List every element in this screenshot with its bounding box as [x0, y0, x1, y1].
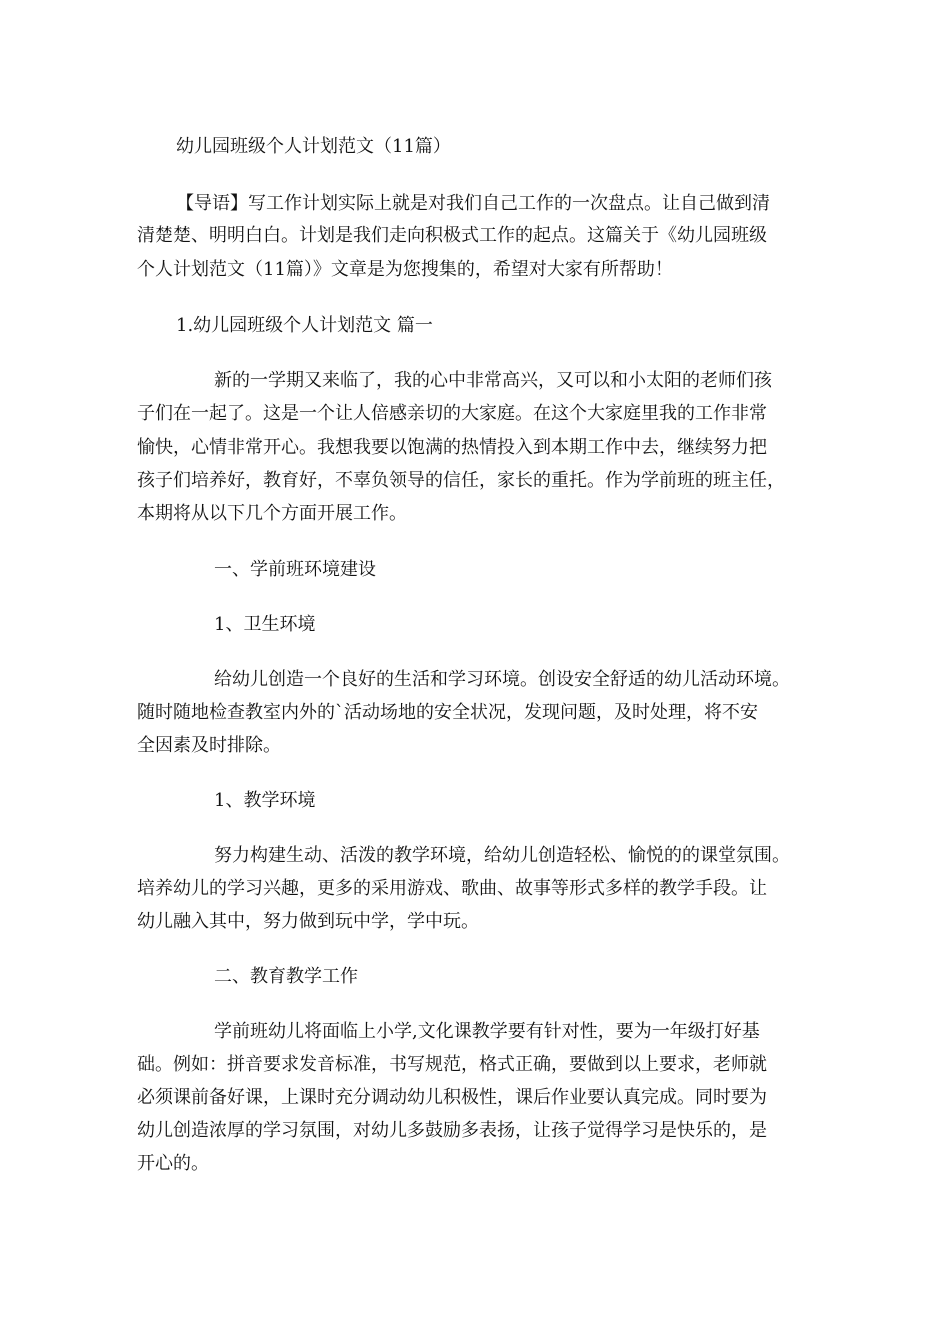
para1-line-3: 愉快，心情非常开心。我想我要以饱满的热情投入到本期工作中去，继续努力把: [137, 437, 767, 458]
para4-line-3: 必须课前备好课，上课时充分调动幼儿积极性，课后作业要认真完成。同时要为: [137, 1087, 767, 1108]
heading-education-work: 二、教育教学工作: [214, 966, 358, 987]
para4-line-1: 学前班幼儿将面临上小学,文化课教学要有针对性，要为一年级打好基: [214, 1021, 760, 1042]
para2-line-3: 全因素及时排除。: [137, 735, 281, 756]
heading-teaching-environment: 1、教学环境: [214, 790, 316, 811]
heading-environment: 一、学前班环境建设: [214, 559, 376, 580]
intro-line-3: 个人计划范文（11篇）》文章是为您搜集的，希望对大家有所帮助！: [137, 259, 673, 280]
para1-line-5: 本期将从以下几个方面开展工作。: [137, 503, 407, 524]
para3-line-2: 培养幼儿的学习兴趣，更多的采用游戏、歌曲、故事等形式多样的教学手段。让: [137, 878, 767, 899]
intro-line-2: 清楚楚、明明白白。计划是我们走向积极式工作的起点。这篇关于《幼儿园班级: [137, 225, 767, 246]
para2-line-2: 随时随地检查教室内外的`活动场地的安全状况，发现问题，及时处理，将不安: [137, 702, 758, 723]
intro-line-1: 【导语】写工作计划实际上就是对我们自己工作的一次盘点。让自己做到清: [176, 193, 770, 214]
para3-line-3: 幼儿融入其中，努力做到玩中学，学中玩。: [137, 911, 479, 932]
para1-line-2: 子们在一起了。这是一个让人倍感亲切的大家庭。在这个大家庭里我的工作非常: [137, 403, 767, 424]
heading-hygiene: 1、卫生环境: [214, 614, 316, 635]
para4-line-5: 开心的。: [137, 1153, 209, 1174]
para1-line-1: 新的一学期又来临了，我的心中非常高兴，又可以和小太阳的老师们孩: [214, 370, 772, 391]
document-title: 幼儿园班级个人计划范文（11篇）: [176, 136, 451, 157]
para4-line-2: 础。例如：拼音要求发音标准，书写规范，格式正确，要做到以上要求，老师就: [137, 1054, 767, 1075]
para4-line-4: 幼儿创造浓厚的学习氛围，对幼儿多鼓励多表扬，让孩子觉得学习是快乐的，是: [137, 1120, 767, 1141]
section-heading: 1.幼儿园班级个人计划范文 篇一: [176, 315, 433, 336]
para1-line-4: 孩子们培养好，教育好，不辜负领导的信任，家长的重托。作为学前班的班主任，: [137, 470, 785, 491]
para3-line-1: 努力构建生动、活泼的教学环境，给幼儿创造轻松、愉悦的的课堂氛围。: [214, 845, 790, 866]
para2-line-1: 给幼儿创造一个良好的生活和学习环境。创设安全舒适的幼儿活动环境。: [214, 669, 790, 690]
